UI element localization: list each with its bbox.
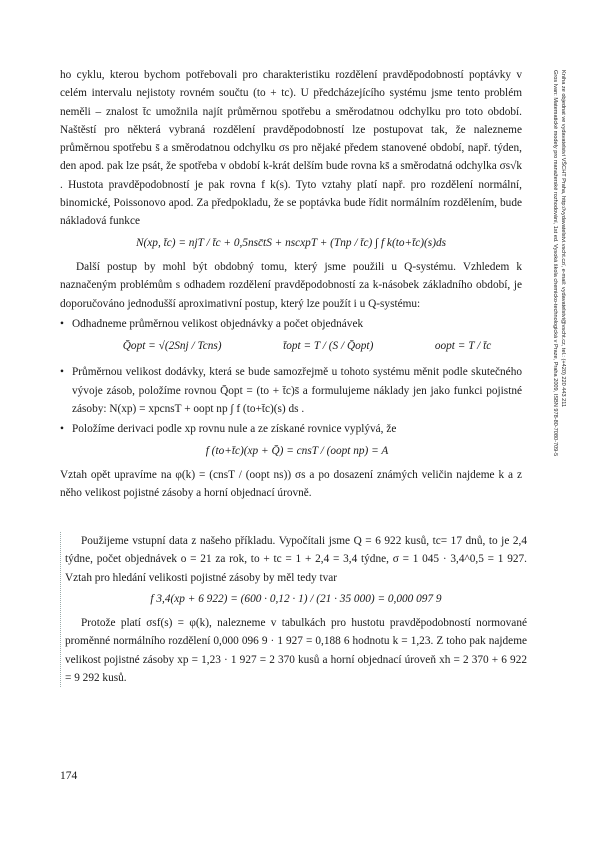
- paragraph-intro: ho cyklu, kterou bychom potřebovali pro charakteristiku rozdělení pravděpodobností poptávky v celém intervalu nejistoty rovném součtu (to + tc). U předcházejícího systému jsme tento problém neměli – znalost t̄c umožnila najít průměrnou spotřebu a směrodatnou odchylku pro toto období. Naštěstí pro některá vybraná rozdělení pravděpodobností lze postupovat tak, že nalezneme průměrnou spotřebu s̄ a směrodatnou odchylku σs pro nějaké předem stanovené období, např. týden, den apod. pak lze psát, že spotřeba v období k-krát delším bude rovna ks̄ a směrodatná odchylka σs√k . Hustota pravděpodobností je pak rovna f k(s). Tyto vztahy platí např. pro rozdělení normální, binomické, Poissonovo apod. Za předpokladu, že se poptávka bude řídit normálním rozdělením, bude nákladová funkce: [60, 69, 522, 228]
- bullet-item-1: [60, 315, 522, 356]
- order-formulas: [92, 337, 522, 355]
- example-paragraph-2: Protože platí σsf(s) = φ(k), nalezneme v tabulkách pro hustotu pravděpodobností normované proměnné normálního rozdělení 0,000 096 9 · 1 927 = 0,188 6 hodnotu k = 1,23. Z toho pak najdeme velikost pojistné zásoby xp = 1,23 · 1 927 = 2 370 kusů a horní objednací úroveň xh = 2 370 + 6 922 = 9 292 kusů.: [65, 617, 527, 685]
- side-citation-svg: [552, 70, 582, 630]
- bullet-1-text: Odhadneme průměrnou velikost objednávky a počet objednávek: [72, 317, 364, 330]
- formula-o-opt: oopt = T / t̄c: [434, 340, 492, 353]
- bullet-item-2: [60, 363, 522, 418]
- citation-line-2: Kniha ze objednat ve vydavatelství VŠCHT Praha, http://vydavatelstvi.vscht.cz/, e-mail: vydavatelstvi@vscht.cz, tel.: (+420) 220 443 211: [560, 70, 566, 408]
- formula-t-opt: t̄opt = T / (S / Q̄opt): [283, 340, 374, 353]
- bullet-list: [60, 315, 522, 460]
- derivative-equation: f (to+t̄c)(xp + Q̄) = cnsT / (oopt np) = A: [205, 444, 389, 457]
- paragraph-approach: Další postup by mohl být obdobný tomu, který jsme použili u Q-systému. Vzhledem k naznačeným problémům s odhadem rozdělení pravděpodobností za k-násobek základního období, je doporučováno jednodušší aproximativní postup, který lze použít i u Q-systému:: [60, 260, 522, 310]
- example-equation: f 3,4(xp + 6 922) = (600 · 0,12 · 1) / (21 · 35 000) = 0,000 097 9: [150, 592, 442, 605]
- example-paragraph-1: Použijeme vstupní data z našeho příkladu. Vypočítali jsme Q = 6 922 kusů, tc= 17 dnů, to je 2,4 týdne, počet objednávek o = 21 za rok, to + tc = 1 + 2,4 = 3,4 týdne, σ = 1 045 · 3,4^0,5 = 1 927. Vztah pro hledání velikosti pojistné zásoby by měl tedy tvar: [65, 535, 527, 584]
- paragraph-phi: Vztah opět upravíme na φ(k) = (cnsT / (oopt ns)) σs a po dosazení známých veličin najdeme k a z něho velikost pojistné zásoby a horní objednací úrovně.: [60, 468, 522, 500]
- cost-function-equation: N(xp, t̄c) = njT / t̄c + 0,5nsc̄tS + nscxpT + (Tnp / t̄c) ∫ f k(to+t̄c)(s)ds: [136, 236, 446, 249]
- bullet-2-text: Průměrnou velikost dodávky, která se bude samozřejmě u tohoto systému měnit podle skutečného vývoje zásob, položíme rovnou Q̄opt = (to + t̄c)s̄ a formulujeme náklady jen jako funkci pojistné zásoby: N(xp) = xpcnsT + oopt np ∫ f (to+t̄c)(s) ds .: [72, 366, 522, 416]
- side-citation: [552, 70, 566, 630]
- bullet-item-3: [60, 420, 522, 460]
- page-number: 174: [60, 770, 78, 782]
- bullet-3-text: Položíme derivaci podle xp rovnu nule a ze získané rovnice vyplývá, že: [72, 423, 397, 436]
- citation-line-1: Gros Ivan: Matematické modely pro manažerské rozhodování, 1st ed. Vysoká škola chemicko-technologická v Praze, Praha 2009, ISBN 978-80-7080-709-5: [552, 70, 558, 457]
- example-box: [60, 532, 527, 687]
- page-body: [60, 66, 522, 503]
- formula-q-opt: Q̄opt = √(2Snj / Tcns): [122, 340, 222, 353]
